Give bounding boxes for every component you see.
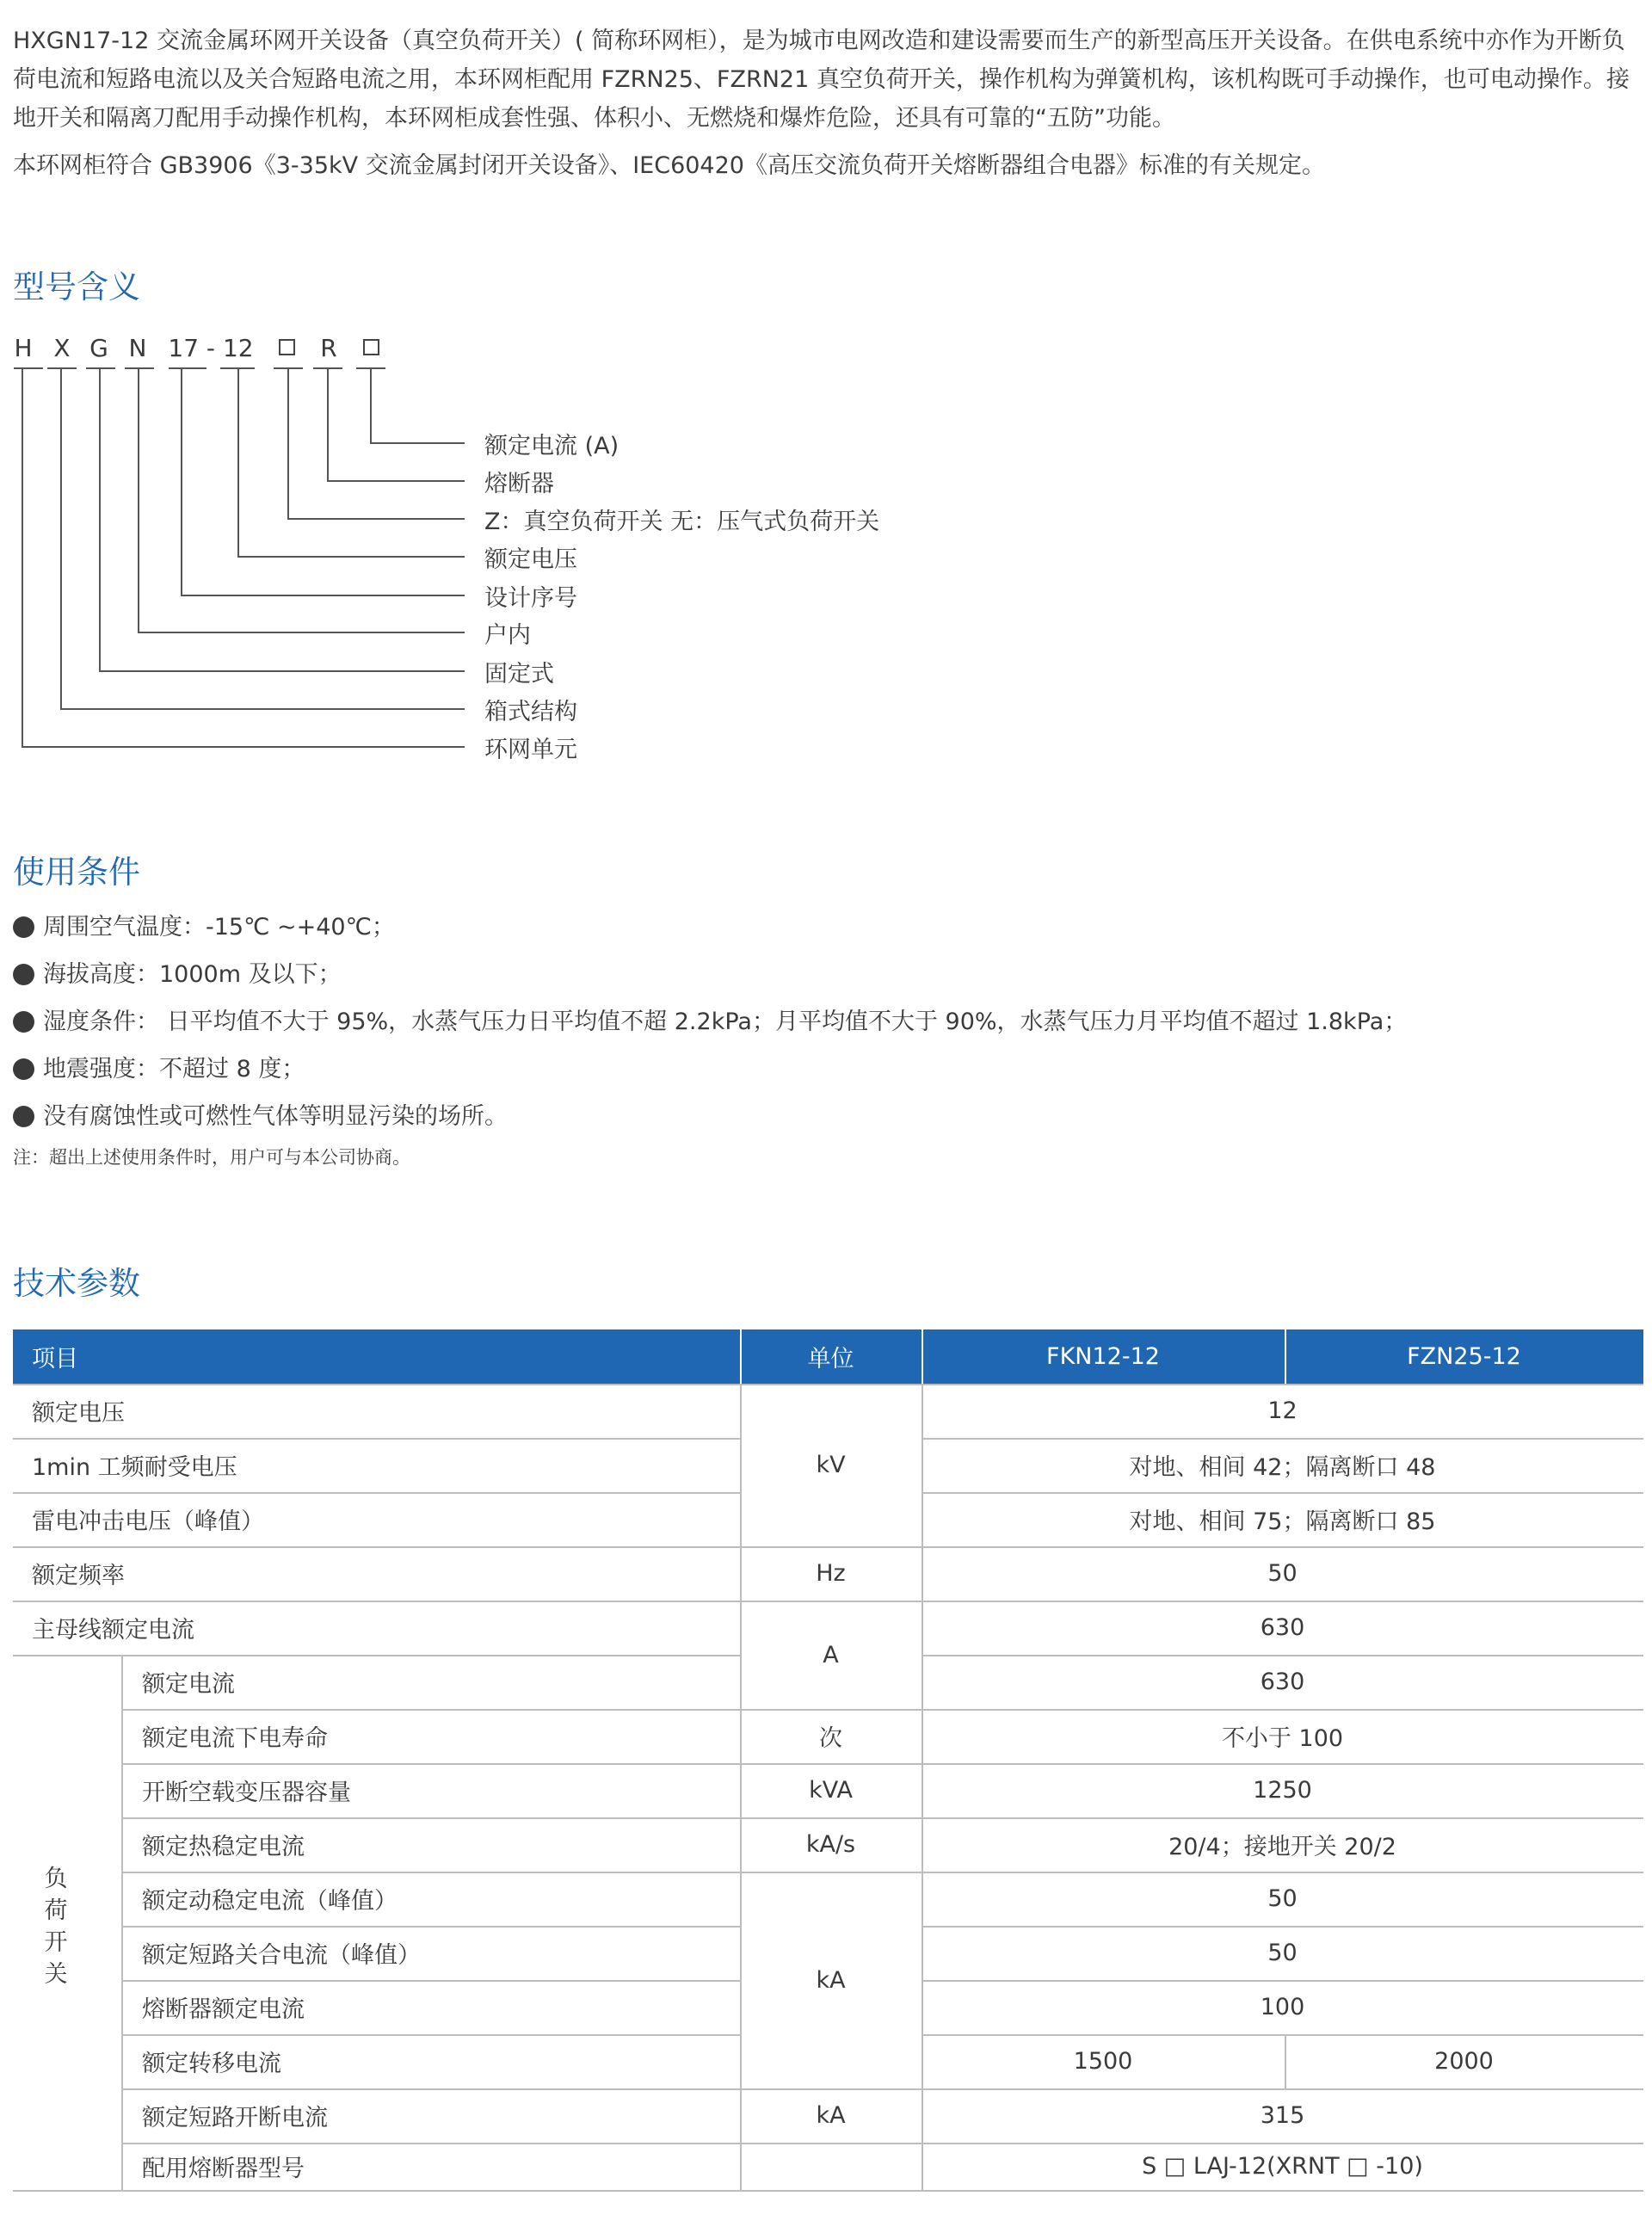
bullet-icon [13,1106,34,1127]
tech-heading: 技术参数 [13,1265,140,1302]
header-fzn25: FZN25-12 [1285,1329,1643,1384]
value-cell: 20/4；接地开关 20/2 [1168,1834,1396,1860]
conditions-list [13,904,1630,1140]
conditions-note: 注：超出上述使用条件时，用户可与本公司协商。 [13,1147,410,1168]
list-item: 湿度条件： 日平均值不大于 95%，水蒸气压力日平均值不超 2.2kPa；月平均值不大于 90%，水蒸气压力月平均值不超过 1.8kPa； [13,998,1630,1046]
header-unit: 单位 [740,1329,922,1384]
header-item: 项目 [13,1329,740,1384]
meaning-fuse: 熔断器 [484,471,554,497]
value-cell: 对地、相间 75；隔离断口 85 [1129,1508,1436,1535]
value-cell: 630 [1260,1669,1305,1695]
value-cell: 1250 [1253,1777,1312,1804]
table-row-item: 开断空载变压器容量 [142,1780,351,1806]
value-cell: 对地、相间 42；隔离断口 48 [1129,1454,1436,1481]
code-letter-h: H [14,334,33,362]
table-row-item: 额定电流 [142,1671,235,1698]
code-letter-n: N [128,334,147,362]
unit-cell: kA/s [805,1831,856,1858]
code-letter-g: G [89,334,108,362]
value-cell: 50 [1267,1885,1298,1912]
meaning-rated-current: 额定电流 (A) [484,433,620,460]
value-cell: 12 [1267,1397,1298,1424]
bullet-icon [13,1011,34,1033]
meaning-design-serial: 设计序号 [484,585,577,612]
unit-cell: kA [816,1966,846,1994]
list-item: 海拔高度：1000m 及以下； [13,951,1630,998]
unit-cell: 次 [819,1725,842,1752]
value-cell: 50 [1267,1940,1298,1966]
meaning-indoor: 户内 [484,622,531,649]
value-cell-fzn: 2000 [1434,2048,1494,2075]
bullet-icon [13,1058,34,1080]
code-letter-x: X [53,334,71,362]
meaning-ring-unit: 环网单元 [484,737,577,763]
table-row-item: 额定电压 [32,1400,125,1427]
model-leader-lines [0,0,516,774]
bullet-icon [13,964,34,985]
table-row-item: 主母线额定电流 [32,1617,194,1644]
unit-cell: kV [816,1452,846,1478]
list-item: 周围空气温度：-15℃ ~+40℃； [13,904,1630,951]
table-row-item: 熔断器额定电流 [142,1996,305,2023]
table-row-item: 额定动稳定电流（峰值） [142,1888,398,1915]
value-cell-fkn: 1500 [1073,2048,1133,2075]
value-cell: 315 [1260,2102,1305,2129]
group-label-load-switch: 负 荷 开 关 [44,1866,68,1988]
table-row-item: 额定电流下电寿命 [142,1725,328,1752]
table-row-item: 配用熔断器型号 [142,2156,305,2182]
meaning-box-structure: 箱式结构 [484,699,577,725]
meaning-rated-voltage: 额定电压 [484,546,577,573]
value-cell: 不小于 100 [1221,1725,1344,1752]
table-row-item: 额定转移电流 [142,2051,281,2077]
header-fkn12: FKN12-12 [922,1329,1285,1384]
meaning-fixed-type: 固定式 [484,661,554,688]
bullet-icon [13,916,34,938]
unit-cell: A [823,1641,839,1669]
conditions-heading: 使用条件 [13,854,140,891]
table-row-item: 额定热稳定电流 [142,1834,305,1860]
unit-cell: Hz [816,1560,846,1587]
code-letter-r: R [320,334,337,362]
value-cell: 630 [1260,1614,1305,1641]
table-row-item: 额定频率 [32,1563,125,1589]
list-item: 没有腐蚀性或可燃性气体等明显污染的场所。 [13,1093,1630,1140]
unit-cell: kVA [809,1777,853,1804]
value-cell: 50 [1267,1560,1298,1587]
model-heading: 型号含义 [13,268,140,305]
intro-paragraph-1: HXGN17-12 交流金属环网开关设备（真空负荷开关）( 简称环网柜），是为城市电网改造和建设需要而生产的新型高压开关设备。在供电系统中亦作为开断负荷电流和短路电流以及关合短路电流之用，本环网柜配用 FZRN25、FZRN21 真空负荷开关，操作机构为弹簧机构，该机构既可手动操作，也可电动操作。接地开关和隔离刀配用手动操作机构，本环网柜成套性强、体积小、无燃烧和爆炸危险，还具有可靠的“五防”功能。 [13,28,1630,132]
list-item: 地震强度：不超过 8 度； [13,1046,1630,1093]
meaning-switch-type: Z：真空负荷开关 无：压气式负荷开关 [484,509,880,535]
code-design-voltage: 17 - 12 [168,334,254,362]
intro-paragraph-2: 本环网柜符合 GB3906《3-35kV 交流金属封闭开关设备》、IEC60420《高压交流负荷开关熔断器组合电器》标准的有关规定。 [13,152,1325,179]
value-cell: S □ LAJ-12(XRNT □ -10) [1142,2153,1423,2180]
table-row-item: 额定短路关合电流（峰值） [142,1942,421,1969]
table-row-item: 1min 工频耐受电压 [32,1454,237,1481]
value-cell: 100 [1260,1994,1305,2020]
table-row-item: 雷电冲击电压（峰值） [32,1508,264,1535]
unit-cell: kA [816,2102,846,2129]
table-row-item: 额定短路开断电流 [142,2105,328,2131]
tech-params-table [13,1329,1643,2190]
